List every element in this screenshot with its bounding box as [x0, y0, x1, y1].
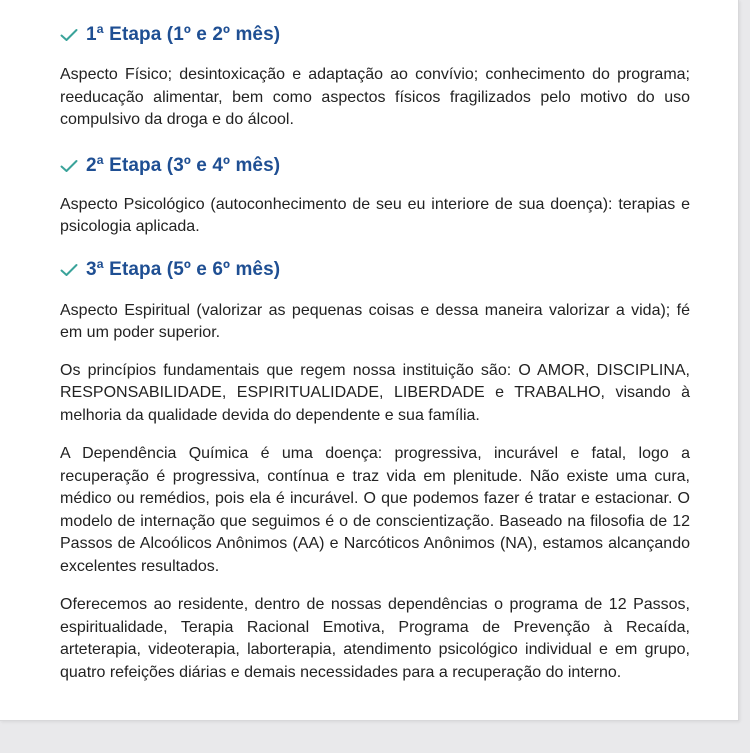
stage-2-heading [60, 153, 690, 179]
stage-2-title: 2ª Etapa (3º e 4º mês) [86, 154, 281, 176]
stage-3-heading [60, 257, 690, 283]
stage-2-text: Aspecto Psicológico (autoconhecimento de seu eu interiore de sua doença): terapias e psicologia aplicada. [60, 195, 690, 235]
checkmark-icon [60, 28, 78, 42]
stage-1-text: Aspecto Físico; desintoxicação e adaptação ao convívio; conhecimento do programa; reeducação alimentar, bem como aspectos físicos fragilizados pelo motivo do uso compulsivo da droga e do álcool. [60, 66, 690, 128]
offerings-paragraph: Oferecemos ao residente, dentro de nossas dependências o programa de 12 Passos, espiritualidade, Terapia Racional Emotiva, Programa de Prevenção à Recaída, arteterapia, videoterapia, laborterapia, atendimento psicológico individual e em grupo, quatro refeições diárias e demais necessidades para a recuperação do interno. [60, 596, 690, 681]
stage-1-title: 1ª Etapa (1º e 2º mês) [86, 24, 281, 45]
stage-1-heading [60, 22, 690, 48]
stage-3-title: 3ª Etapa (5º e 6º mês) [86, 258, 281, 280]
checkmark-icon [60, 159, 78, 173]
document-content [60, 22, 690, 684]
stage-3-text: Aspecto Espiritual (valorizar as pequenas coisas e dessa maneira valorizar a vida); fé em um poder superior. [60, 301, 690, 341]
principles-paragraph: Os princípios fundamentais que regem nossa instituição são: O AMOR, DISCIPLINA, RESPONSABILIDADE, ESPIRITUALIDADE, LIBERDADE e TRABALHO, visando à melhoria da qualidade devida do dependente e sua família. [60, 361, 690, 424]
checkmark-icon [60, 263, 78, 277]
chemical-dependency-paragraph: A Dependência Química é uma doença: progressiva, incurável e fatal, logo a recuperação é progressiva, contínua e traz vida em plenitude. Não existe uma cura, médico ou remédios, pois ela é incurável. O que podemos fazer é tratar e estacionar. O modelo de internação que seguimos é o de conscientização. Baseado na filosofia de 12 Passos de Alcoólicos Anônimos (AA) e Narcóticos Anônimos (NA), estamos alcançando excelentes resultados. [60, 445, 690, 575]
